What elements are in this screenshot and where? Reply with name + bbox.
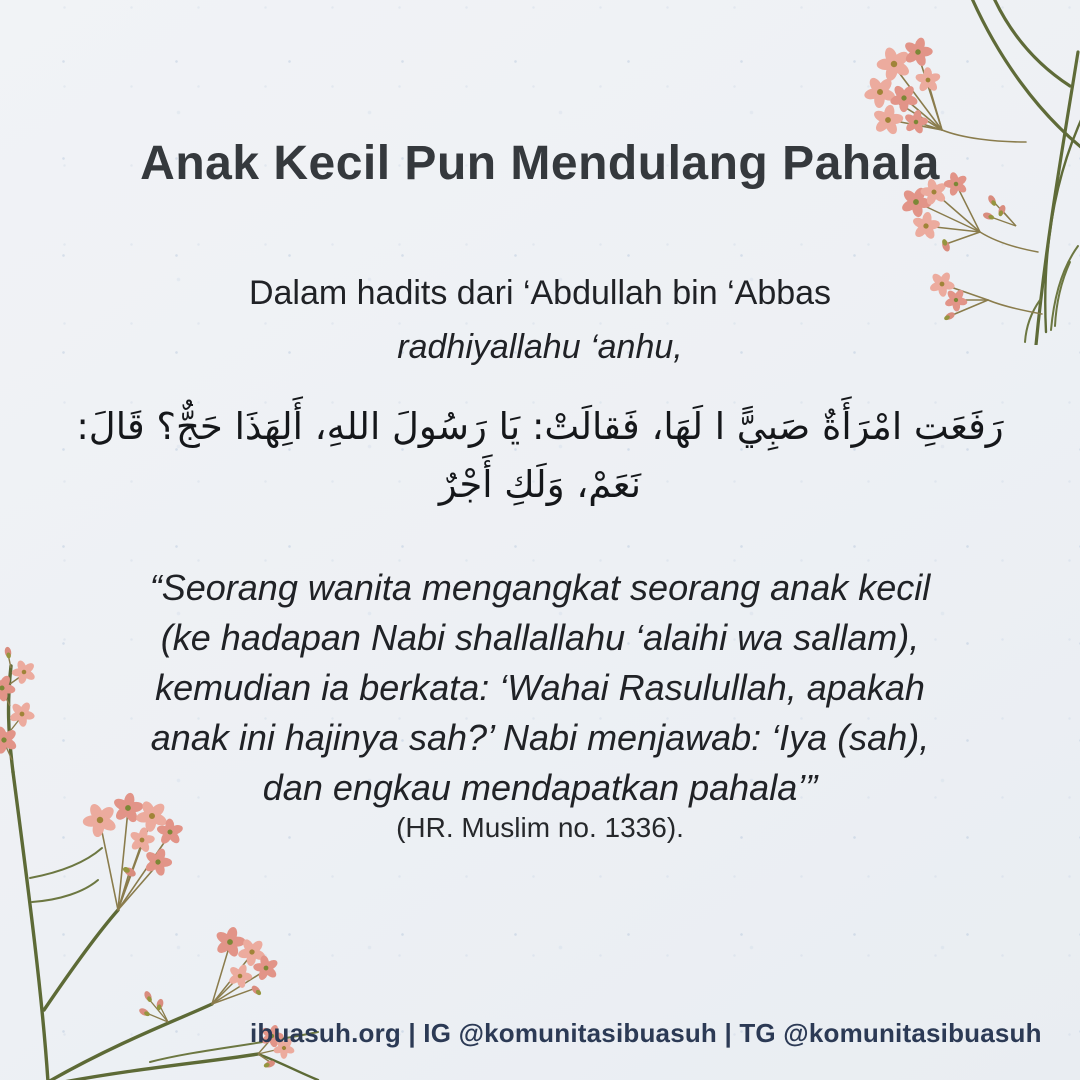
arabic-line: رَفَعَتِ امْرَأَةٌ صَبِيًّ ا لَهَا، فَقالَتْ: يَا رَسُولَ اللهِ، أَلِهَذَا حَجٌّ؟ قَالَ: xyxy=(76,405,1004,448)
translation-line: “Seorang wanita mengangkat seorang anak kecil xyxy=(149,567,931,608)
hadith-arabic-text xyxy=(70,398,1010,514)
arabic-line: نَعَمْ، وَلَكِ أَجْرٌ xyxy=(438,463,642,506)
hadith-intro-line: Dalam hadits dari ‘Abdullah bin ‘Abbas xyxy=(248,274,832,312)
footer-credits: ibuasuh.org | IG @komunitasibuasuh | TG @komunitasibuasuh xyxy=(250,1018,1042,1048)
translation-line: (ke hadapan Nabi shallallahu ‘alaihi wa sallam), xyxy=(160,617,920,658)
translation-line: anak ini hajinya sah?’ Nabi menjawab: ‘Iya (sah), xyxy=(150,717,930,758)
hadith-intro-honorific: radhiyallahu ‘anhu, xyxy=(397,328,683,366)
hadith-source-reference: (HR. Muslim no. 1336). xyxy=(396,812,684,843)
hadith-intro xyxy=(90,266,990,374)
hadith-translation xyxy=(70,563,1010,813)
translation-line: dan engkau mendapatkan pahala’” xyxy=(262,767,818,808)
page-title: Anak Kecil Pun Mendulang Pahala xyxy=(140,137,940,190)
translation-line: kemudian ia berkata: ‘Wahai Rasulullah, apakah xyxy=(155,667,925,708)
